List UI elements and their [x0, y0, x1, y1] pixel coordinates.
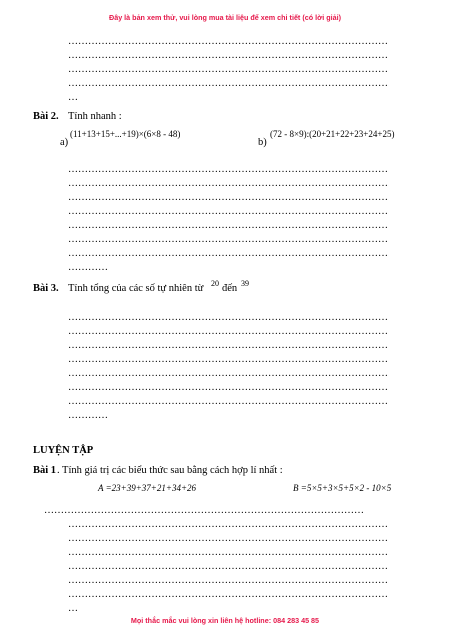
bai2-a-expression: (11+13+15+...+19)×(6×8 - 48) — [70, 129, 181, 139]
answer-line: …………………………………………………………………………………… — [68, 78, 388, 89]
answer-line: …………………………………………………………………………………… — [68, 312, 388, 323]
answer-line-end: ………… — [68, 262, 108, 273]
answer-line: …………………………………………………………………………………… — [68, 36, 388, 47]
answer-line: …………………………………………………………………………………… — [68, 575, 388, 586]
answer-line-end: … — [68, 603, 78, 614]
bai2-a-label: a) — [60, 137, 69, 148]
answer-line-end: ………… — [68, 410, 108, 421]
bai3-from-value: 20 — [211, 279, 219, 288]
answer-line: …………………………………………………………………………………… — [68, 192, 388, 203]
bai3-to-value: 39 — [241, 279, 249, 288]
expression-b: B =5×5+3×5+5×2 - 10×5 — [293, 483, 392, 493]
answer-line: …………………………………………………………………………………… — [68, 533, 388, 544]
bai2-title: Tính nhanh : — [68, 111, 122, 122]
answer-line: …………………………………………………………………………………… — [68, 326, 388, 337]
answer-line: …………………………………………………………………………………… — [68, 561, 388, 572]
answer-line-end: … — [68, 92, 78, 103]
answer-line: …………………………………………………………………………………… — [68, 519, 388, 530]
answer-line: …………………………………………………………………………………… — [68, 382, 388, 393]
answer-line: …………………………………………………………………………………… — [68, 248, 388, 259]
answer-line: …………………………………………………………………………………… — [68, 368, 388, 379]
answer-line: …………………………………………………………………………………… — [68, 206, 388, 217]
answer-line: …………………………………………………………………………………… — [68, 164, 388, 175]
bai2-label: Bài 2. — [33, 111, 59, 122]
bai1-text: . Tính giá trị các biểu thức sau bằng cách hợp lí nhất : — [57, 465, 283, 476]
answer-line: …………………………………………………………………………………… — [68, 589, 388, 600]
bai3-mid-text: đến — [222, 283, 238, 294]
hotline-notice: Mọi thắc mắc vui lòng xin liên hệ hotline: 084 283 45 85 — [130, 616, 320, 625]
bai2-b-expression: (72 - 8×9):(20+21+22+23+24+25) — [270, 129, 395, 139]
answer-line: …………………………………………………………………………………… — [68, 547, 388, 558]
bai1-label: Bài 1 — [33, 465, 57, 476]
bai3-text: Tính tổng của các số tự nhiên từ — [68, 283, 204, 294]
expression-a: A =23+39+37+21+34+26 — [98, 483, 197, 493]
answer-line: …………………………………………………………………………………… — [68, 340, 388, 351]
bai3-label: Bài 3. — [33, 283, 59, 294]
answer-line: …………………………………………………………………………………… — [68, 178, 388, 189]
answer-line: …………………………………………………………………………………… — [68, 234, 388, 245]
answer-line: …………………………………………………………………………………… — [68, 64, 388, 75]
section-heading: LUYỆN TẬP — [33, 445, 94, 456]
answer-line: …………………………………………………………………………………… — [68, 50, 388, 61]
answer-line: …………………………………………………………………………………… — [68, 354, 388, 365]
answer-line: …………………………………………………………………………………… — [68, 396, 388, 407]
answer-line: …………………………………………………………………………………… — [44, 505, 364, 516]
bai2-b-label: b) — [258, 137, 267, 148]
preview-notice: Đây là bản xem thử, vui lòng mua tài liệu để xem chi tiết (có lời giải) — [109, 13, 341, 22]
answer-line: …………………………………………………………………………………… — [68, 220, 388, 231]
